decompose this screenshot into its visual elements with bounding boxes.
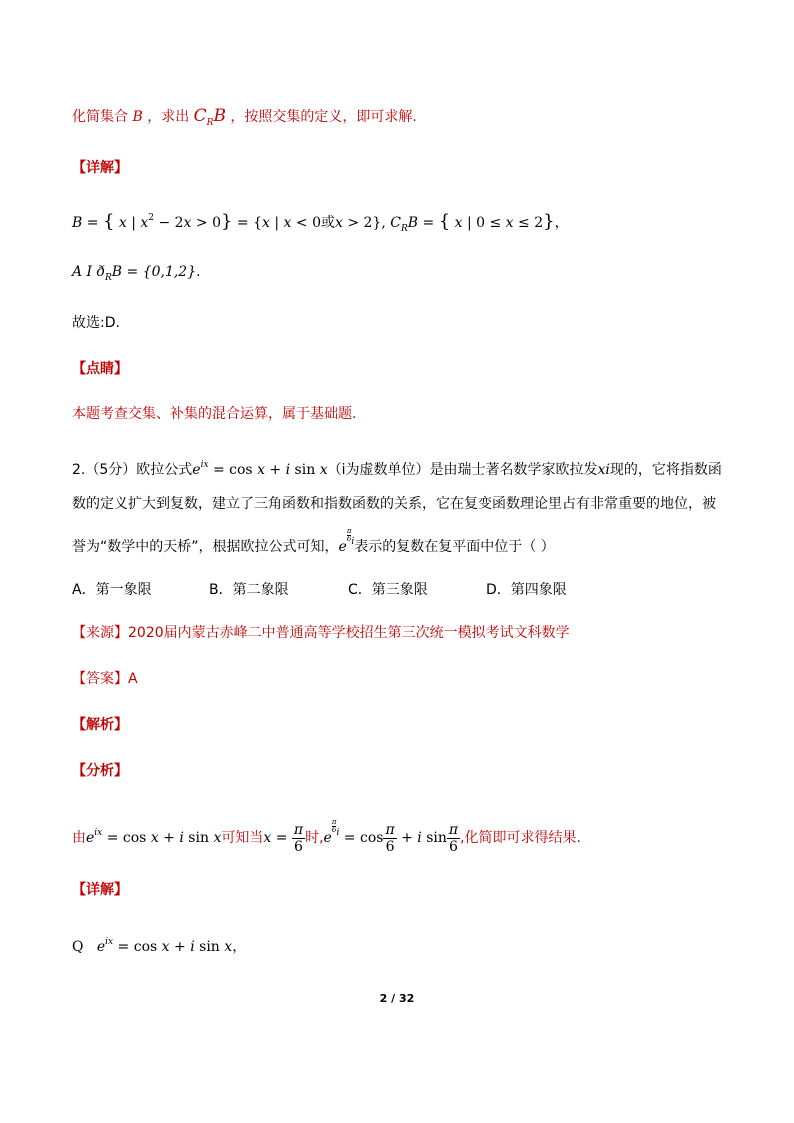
choice-a[interactable]: A．第一象限 xyxy=(72,582,152,598)
intersection-lhs: A I ð xyxy=(72,264,105,280)
q2-text-b: （ xyxy=(327,462,342,478)
intersection-rhs: B = {0,1,2} xyxy=(111,264,197,280)
analysis-text-a: 由 xyxy=(72,830,86,846)
page-number: 2 / 32 xyxy=(379,992,415,1005)
detail-heading-2: 【详解】 xyxy=(72,882,128,898)
q2-text-d: 现的，它将指数函 xyxy=(609,462,722,478)
set-b-symbol: B xyxy=(132,109,143,125)
fenxi-heading: 【分析】 xyxy=(72,763,128,779)
q2-text-c: i为虚数单位）是由瑞士著名数学家欧拉发 xyxy=(341,462,598,478)
analysis-text-c: 时, xyxy=(305,830,324,846)
complement-symbol: $C_RB$ xyxy=(193,106,226,128)
detail-heading-1: 【详解】 xyxy=(72,160,128,176)
source-line: 【来源】2020届内蒙古赤峰二中普通高等学校招生第三次统一模拟考试文科数学 xyxy=(72,625,570,641)
answer-label: 【答案】A xyxy=(72,671,138,687)
or-word: 或 xyxy=(320,215,335,231)
question-2-line-1: 2.（5分）欧拉公式$e^{ix} = \cos x + i$ sin x（i为虚数单位）是由瑞士著名数学家欧拉发xi现的，它将指数函 xyxy=(72,460,722,478)
summary-line: 本题考查交集、补集的混合运算，属于基础题. xyxy=(72,406,357,422)
hint-text-1: 化简集合 xyxy=(72,109,128,125)
jiexi-heading: 【解析】 xyxy=(72,717,128,733)
analysis-text-d: ,化简即可求得结果. xyxy=(460,830,582,846)
hint-text-3: ，按照交集的定义，即可求解. xyxy=(230,109,417,125)
choices-row xyxy=(72,580,722,600)
hint-text-2: ，求出 xyxy=(147,109,190,125)
dianjing-heading: 【点睛】 xyxy=(72,361,128,377)
set-b-formula: B = { x | $x^2 - 2x > 0\} = \{x$ | x < 0或x > 2}, $C_RB$ = { x | 0 ≤ x ≤ 2}， xyxy=(72,211,569,234)
q2-text-a: 2.（5分）欧拉公式 xyxy=(72,462,193,478)
choice-b[interactable]: B．第二象限 xyxy=(209,582,289,598)
analysis-text-b: 可知当 xyxy=(221,830,264,846)
q2-text-e: 誉为“数学中的天桥”，根据欧拉公式可知， xyxy=(72,539,339,555)
because-line: Q $e^{ix} = \cos x + i$ sin x， xyxy=(72,937,247,955)
choice-d[interactable]: D．第四象限 xyxy=(486,582,567,598)
question-2-line-3: 誉为“数学中的天桥”，根据欧拉公式可知，e $\frac{\pi}{6}$ $^i$表示的复数在复平面中位于（ ） xyxy=(72,527,555,555)
question-2-line-2: 数的定义扩大到复数，建立了三角函数和指数函数的关系，它在复变函数理论里占有非常重要的地位，被 xyxy=(72,496,716,512)
intersection-formula: A I $ð_RB = \{0,1,2\}$. xyxy=(72,264,201,283)
answer-choice-line: 故选:D. xyxy=(72,315,120,331)
analysis-line: 由$e^{ix} = \cos x + i$ sin x可知当x = $\frac{\pi}{6}$ 时,e $\frac{\pi}{6}$ $^i$ = cos $\frac{\pi}{6}$ + i sin $\frac{\pi}{6}$ ,化简即可求得结果. xyxy=(72,818,582,855)
because-symbol: Q xyxy=(72,939,84,955)
q2-text-f: 表示的复数在复平面中位于（ ） xyxy=(354,539,555,555)
choice-c[interactable]: C．第三象限 xyxy=(348,582,428,598)
hint-line xyxy=(72,106,417,133)
